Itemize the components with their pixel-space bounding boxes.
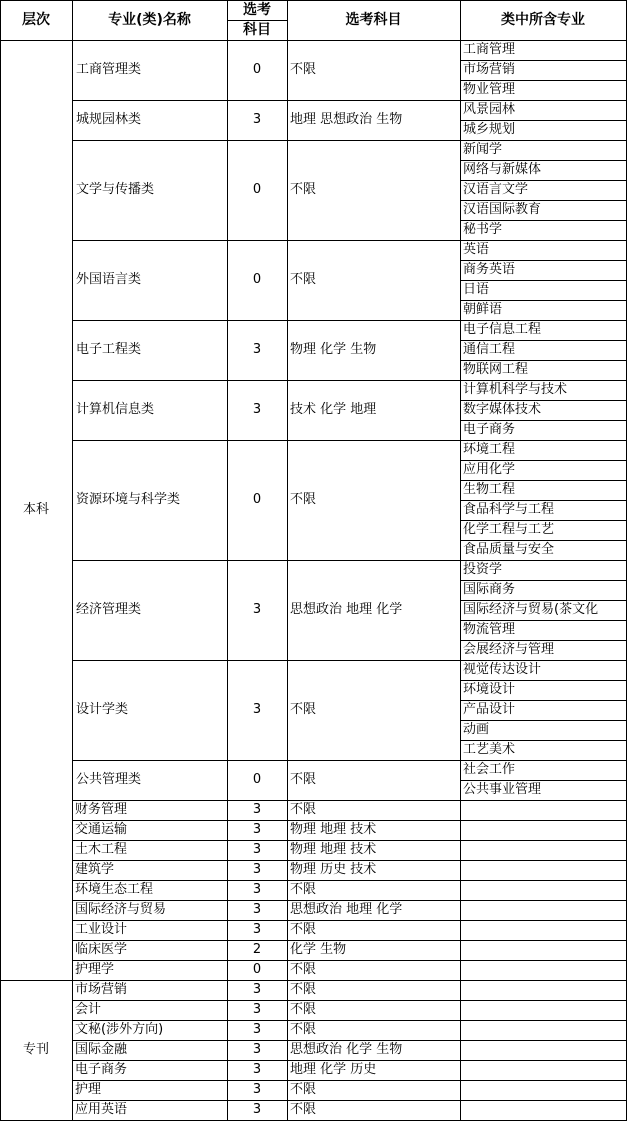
subject-count: 3 — [252, 842, 262, 857]
subject-count: 3 — [252, 1062, 262, 1077]
elective-subjects: 不限 — [290, 182, 317, 197]
included-major: 食品质量与安全 — [463, 542, 555, 557]
elective-subjects: 地理 化学 历史 — [290, 1062, 377, 1077]
major-category-name: 外国语言类 — [76, 272, 142, 287]
elective-subjects: 思想政治 地理 化学 — [290, 602, 403, 617]
included-major: 市场营销 — [463, 62, 516, 77]
included-major: 日语 — [463, 282, 490, 297]
included-major: 环境工程 — [463, 442, 516, 457]
inner-row-line — [460, 120, 626, 121]
included-major: 新闻学 — [463, 142, 503, 157]
included-major: 环境设计 — [463, 682, 516, 697]
subject-count: 3 — [252, 342, 262, 357]
elective-subjects: 不限 — [290, 1102, 317, 1117]
subject-count: 3 — [252, 802, 262, 817]
included-major: 物流管理 — [463, 622, 516, 637]
elective-subjects: 不限 — [290, 702, 317, 717]
included-major: 化学工程与工艺 — [463, 522, 555, 537]
subject-count: 3 — [252, 982, 262, 997]
major-name: 电子商务 — [75, 1062, 128, 1077]
major-category-name: 设计学类 — [76, 702, 129, 717]
elective-subjects: 不限 — [290, 1022, 317, 1037]
inner-row-line — [460, 640, 626, 641]
header-split-line — [227, 20, 287, 21]
included-major: 工艺美术 — [463, 742, 516, 757]
included-major: 公共事业管理 — [463, 782, 542, 797]
subject-count: 3 — [252, 862, 262, 877]
elective-subjects: 思想政治 地理 化学 — [290, 902, 403, 917]
inner-row-line — [460, 360, 626, 361]
subject-count: 0 — [252, 62, 262, 77]
included-major: 汉语国际教育 — [463, 202, 542, 217]
elective-subjects: 不限 — [290, 1082, 317, 1097]
header-level: 层次 — [22, 12, 50, 28]
subject-count: 2 — [252, 942, 262, 957]
included-major: 电子商务 — [463, 422, 516, 437]
subject-count: 3 — [252, 822, 262, 837]
subject-count: 3 — [252, 902, 262, 917]
inner-row-line — [460, 780, 626, 781]
included-major: 投资学 — [463, 562, 503, 577]
subject-count: 0 — [252, 272, 262, 287]
subject-count: 3 — [252, 1022, 262, 1037]
header-count-line2: 科目 — [243, 22, 271, 38]
subject-count: 3 — [252, 112, 262, 127]
elective-subjects: 不限 — [290, 492, 317, 507]
inner-row-line — [460, 80, 626, 81]
inner-row-line — [460, 620, 626, 621]
inner-row-line — [460, 280, 626, 281]
inner-row-line — [460, 60, 626, 61]
elective-subjects: 物理 地理 技术 — [290, 822, 377, 837]
inner-row-line — [460, 200, 626, 201]
inner-row-line — [460, 600, 626, 601]
header-major: 专业(类)名称 — [108, 12, 191, 28]
major-name: 土木工程 — [75, 842, 128, 857]
major-name: 市场营销 — [75, 982, 128, 997]
elective-subjects: 不限 — [290, 1002, 317, 1017]
major-category-name: 经济管理类 — [76, 602, 142, 617]
included-major: 生物工程 — [463, 482, 516, 497]
inner-row-line — [460, 680, 626, 681]
major-name: 护理 — [75, 1082, 102, 1097]
elective-subjects: 不限 — [290, 982, 317, 997]
elective-subjects: 不限 — [290, 922, 317, 937]
column-line — [287, 0, 288, 1121]
major-name: 财务管理 — [75, 802, 128, 817]
major-name: 环境生态工程 — [75, 882, 154, 897]
inner-row-line — [460, 340, 626, 341]
subject-count: 3 — [252, 1042, 262, 1057]
elective-subjects: 地理 思想政治 生物 — [290, 112, 403, 127]
major-name: 临床医学 — [75, 942, 128, 957]
major-name: 会计 — [75, 1002, 102, 1017]
included-major: 汉语言文学 — [463, 182, 529, 197]
elective-subjects: 不限 — [290, 802, 317, 817]
inner-row-line — [460, 520, 626, 521]
inner-row-line — [460, 540, 626, 541]
elective-subjects: 不限 — [290, 62, 317, 77]
subject-count: 3 — [252, 1082, 262, 1097]
inner-row-line — [460, 260, 626, 261]
major-category-name: 计算机信息类 — [76, 402, 155, 417]
inner-row-line — [460, 500, 626, 501]
elective-subjects: 不限 — [290, 882, 317, 897]
major-name: 国际经济与贸易 — [75, 902, 167, 917]
major-name: 应用英语 — [75, 1102, 128, 1117]
included-major: 社会工作 — [463, 762, 516, 777]
major-name: 交通运输 — [75, 822, 128, 837]
included-major: 朝鲜语 — [463, 302, 503, 317]
header-bottom-line — [0, 40, 627, 41]
inner-row-line — [460, 220, 626, 221]
level-bachelor: 本科 — [22, 502, 49, 517]
major-name: 护理学 — [75, 962, 115, 977]
column-line — [0, 0, 1, 1121]
header-subjects: 选考科目 — [345, 12, 402, 28]
included-major: 物联网工程 — [463, 362, 529, 377]
level-split-line — [0, 980, 72, 981]
level-junior: 专刊 — [22, 1042, 49, 1057]
subject-count: 0 — [252, 772, 262, 787]
included-major: 风景园林 — [463, 102, 516, 117]
included-major: 物业管理 — [463, 82, 516, 97]
included-major: 国际经济与贸易(茶文化 — [463, 602, 599, 617]
inner-row-line — [460, 480, 626, 481]
major-name: 建筑学 — [75, 862, 115, 877]
subject-count: 3 — [252, 922, 262, 937]
subject-count: 3 — [252, 602, 262, 617]
column-line — [72, 0, 73, 1121]
inner-row-line — [460, 460, 626, 461]
major-category-name: 电子工程类 — [76, 342, 142, 357]
elective-subjects: 不限 — [290, 962, 317, 977]
included-major: 网络与新媒体 — [463, 162, 542, 177]
inner-row-line — [460, 180, 626, 181]
included-major: 应用化学 — [463, 462, 516, 477]
major-category-name: 资源环境与科学类 — [76, 492, 181, 507]
inner-row-line — [460, 740, 626, 741]
elective-subjects: 物理 化学 生物 — [290, 342, 377, 357]
elective-subjects: 思想政治 化学 生物 — [290, 1042, 403, 1057]
column-line — [460, 0, 461, 1121]
inner-row-line — [460, 700, 626, 701]
included-major: 通信工程 — [463, 342, 516, 357]
inner-row-line — [460, 720, 626, 721]
major-name: 工业设计 — [75, 922, 128, 937]
subject-count: 3 — [252, 702, 262, 717]
major-category-name: 文学与传播类 — [76, 182, 155, 197]
included-major: 产品设计 — [463, 702, 516, 717]
subject-count: 0 — [252, 962, 262, 977]
inner-row-line — [460, 300, 626, 301]
major-category-name: 城规园林类 — [76, 112, 142, 127]
subject-count: 0 — [252, 182, 262, 197]
included-major: 商务英语 — [463, 262, 516, 277]
included-major: 国际商务 — [463, 582, 516, 597]
subject-count: 0 — [252, 492, 262, 507]
inner-row-line — [460, 400, 626, 401]
subject-count: 3 — [252, 882, 262, 897]
header-count-line1: 选考 — [243, 2, 271, 18]
included-major: 秘书学 — [463, 222, 503, 237]
major-name: 国际金融 — [75, 1042, 128, 1057]
included-major: 电子信息工程 — [463, 322, 542, 337]
elective-subjects: 技术 化学 地理 — [290, 402, 377, 417]
elective-subjects: 不限 — [290, 772, 317, 787]
major-name: 文秘(涉外方向) — [75, 1022, 164, 1037]
included-major: 工商管理 — [463, 42, 516, 57]
elective-subjects: 物理 地理 技术 — [290, 842, 377, 857]
inner-row-line — [460, 420, 626, 421]
major-category-name: 工商管理类 — [76, 62, 142, 77]
subject-count: 3 — [252, 1102, 262, 1117]
included-major: 计算机科学与技术 — [463, 382, 568, 397]
included-major: 动画 — [463, 722, 490, 737]
inner-row-line — [460, 160, 626, 161]
included-major: 视觉传达设计 — [463, 662, 542, 677]
subject-count: 3 — [252, 402, 262, 417]
included-major: 数字媒体技术 — [463, 402, 542, 417]
included-major: 食品科学与工程 — [463, 502, 555, 517]
column-line — [227, 0, 228, 1121]
elective-subjects: 不限 — [290, 272, 317, 287]
included-major: 城乡规划 — [463, 122, 516, 137]
elective-subjects: 化学 生物 — [290, 942, 347, 957]
header-included: 类中所含专业 — [501, 12, 585, 28]
subject-count: 3 — [252, 1002, 262, 1017]
major-category-name: 公共管理类 — [76, 772, 142, 787]
included-major: 英语 — [463, 242, 490, 257]
included-major: 会展经济与管理 — [463, 642, 555, 657]
inner-row-line — [460, 580, 626, 581]
top-border — [0, 0, 627, 1]
elective-subjects: 物理 历史 技术 — [290, 862, 377, 877]
